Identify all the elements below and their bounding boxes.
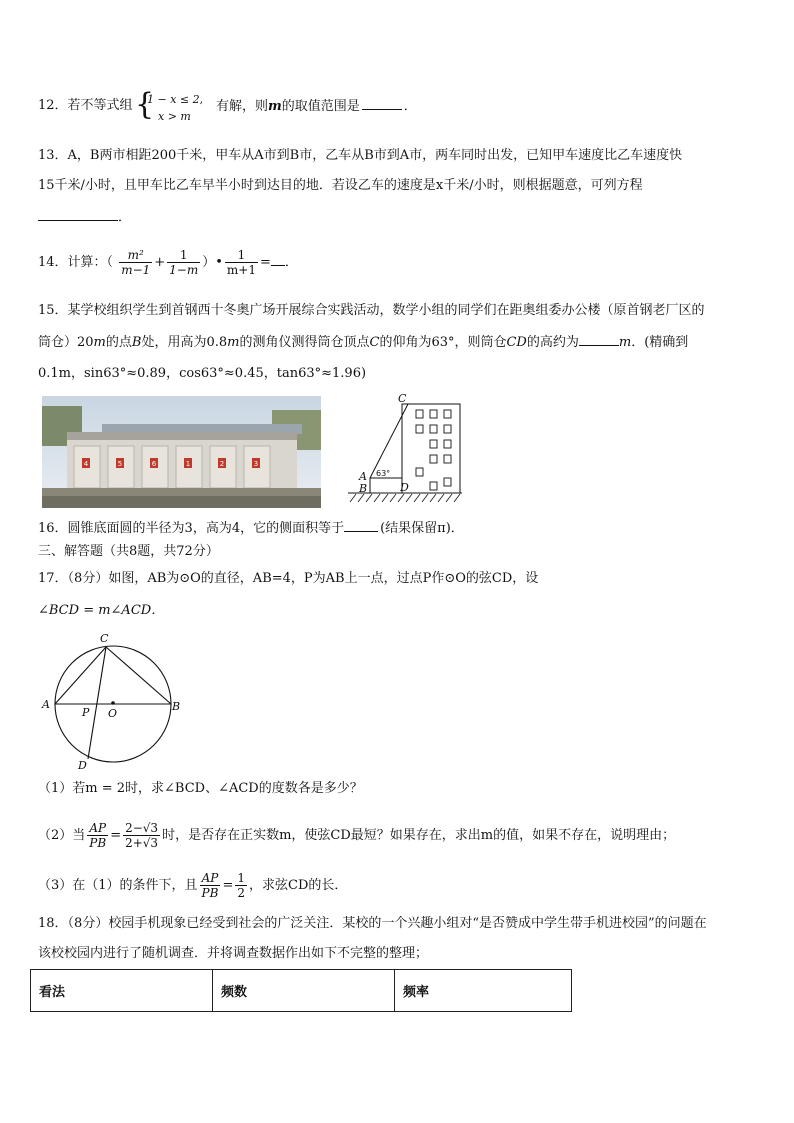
q13-end: ． (118, 210, 132, 225)
fig15-label-A: A (359, 470, 367, 483)
q14-frac3-num: 1 (225, 248, 258, 263)
q17-sub3-fl-den: PB (201, 886, 219, 900)
photo-label-6: 3 (253, 460, 259, 468)
q15-l2c: 的点 (105, 335, 132, 350)
q17-line1: 17．（8分）如图，AB为⊙O的直径，AB=4，P为AB上一点，过点P作⊙O的弦CD，设 (38, 571, 539, 586)
q17-sub3-fr-den: 2 (237, 886, 245, 900)
fig15-label-B: B (359, 482, 368, 495)
q15-line3: 0.1m，sin63°≈0.89，cos63°≈0.45，tan63°≈1.96) (38, 366, 367, 381)
fig17-label-A: A (42, 698, 50, 711)
q17-sub3-frac-left (200, 871, 221, 900)
q15-l2m: ．(精确到 (631, 335, 689, 350)
photo-label-5: 2 (219, 460, 225, 468)
q14-line (38, 245, 298, 281)
fig15-label-D: D (400, 481, 409, 494)
q13-line1: 13．A，B两市相距200千米，甲车从A市到B市，乙车从B市到A市，两车同时出发，已知甲车速度比乙车速度快 (38, 148, 683, 163)
q12-line (38, 97, 133, 115)
q17-sub3-fr-num: 1 (237, 871, 245, 885)
q17-sub3-frac-right (235, 871, 247, 900)
q13-line2: 15千米/小时，且甲车比乙车早半小时到达目的地．若设乙车的速度是x千米/小时，则根据题意，可列方程 (38, 178, 643, 193)
q14-blank (271, 253, 285, 266)
q16-end: (结果保留π)． (380, 521, 464, 536)
q12-sys-line1: 1 − 𝑥 ≤ 2, (147, 93, 204, 106)
q12-brace: { (135, 87, 155, 122)
table-header-cell: 频率 (395, 970, 572, 1012)
q17-sub2-fr-num: 2−√3 (125, 821, 159, 835)
q15-l2l: m (618, 335, 632, 350)
q12-rest (216, 97, 417, 116)
q12-sys-line2: 𝑥 > 𝑚 (158, 110, 191, 123)
q14-frac2-den: 1−m (169, 263, 199, 277)
q16-line (38, 519, 464, 538)
q15-l2h: C (369, 335, 380, 350)
q18-line1: 18．（8分）校园手机现象已经受到社会的广泛关注．某校的一个兴趣小组对“是否赞成中学生带手机进校园”的问题在 (38, 916, 707, 931)
q12-suffix2: 的取值范围是 (281, 99, 360, 114)
q15-l2k: 的高约为 (526, 335, 579, 350)
q14-plus: + (154, 255, 166, 270)
q17-sub2-frac-right (123, 821, 160, 850)
photo-label-2: 5 (117, 460, 123, 468)
q17-sub3-fl-num: AP (200, 871, 221, 886)
fig15-label-C: C (398, 392, 407, 405)
section3-heading: 三、解答题（共8题，共72分） (38, 544, 219, 559)
photo-label-1: 4 (83, 460, 89, 468)
q15-l2g: 的测角仪测得筒仓顶点 (239, 335, 370, 350)
fig17-label-O: O (108, 707, 118, 720)
table-header-cell: 频数 (213, 970, 395, 1012)
q12-prefix: 12．若不等式组 (38, 98, 133, 113)
q13-line3 (38, 208, 131, 227)
q16-blank (344, 519, 378, 532)
q17-sub2-prefix: （2）当 (38, 828, 86, 843)
fig15-angle: 63° (376, 469, 391, 478)
photo-label-4: 1 (185, 460, 191, 468)
table-header-row (31, 970, 572, 1012)
q14-prefix: 14．计算：（ (38, 255, 114, 270)
q15-l2f: m (227, 335, 240, 350)
q14-frac3-den: m+1 (226, 263, 256, 277)
q14-eq: = (260, 255, 271, 270)
q17-sub1: （1）若m = 2时，求∠BCD、∠ACD的度数各是多少？ (38, 781, 363, 796)
q12-var-m: m (268, 99, 282, 114)
q14-mid: ）• (202, 255, 223, 270)
q16-text: 16．圆锥底面圆的半径为3，高为4，它的侧面积等于 (38, 521, 345, 536)
q17-sub2: （2）当 $\frac{AP}{PB}$ = $\frac{2-√3}{2+√3}$ 时，是否存在正实数m，使弦CD最短？如果存在，求出m的值，如果不存在，说明理由； (38, 821, 676, 850)
q14-frac1-num: m² (119, 248, 152, 263)
q15-geometry-figure (340, 390, 470, 508)
q12-blank (362, 97, 402, 110)
q15-line1: 15．某学校组织学生到首钢西十冬奥广场开展综合实践活动，数学小组的同学们在距奥组委办公楼（原首钢老厂区的 (38, 303, 705, 318)
q12-suffix: 有解，则 (216, 99, 269, 114)
q14-end: ． (284, 255, 298, 270)
fig17-label-D: D (78, 759, 87, 770)
q12-end: ． (403, 99, 417, 114)
q15-building-photo (42, 396, 321, 508)
q17-sub2-fr-den: 2+√3 (125, 836, 159, 850)
q15-l2d: B (131, 335, 142, 350)
q15-line2 (38, 333, 688, 352)
q14-frac2-num: 1 (167, 248, 200, 263)
q18-line2: 该校校园内进行了随机调查．并将调查数据作出如下不完整的整理； (38, 946, 429, 961)
q17-sub2-suffix: 时，是否存在正实数m，使弦CD最短？如果存在，求出m的值，如果不存在，说明理由； (162, 828, 676, 843)
q14-frac1-den: m−1 (121, 263, 151, 277)
q17-line2: ∠BCD = m∠ACD． (38, 603, 165, 618)
q14-frac2 (167, 248, 200, 277)
q17-sub3: （3）在（1）的条件下，且 $\frac{AP}{PB}$ = $\frac{1}{2}$ ，求弦CD的长． (38, 871, 348, 900)
q15-blank (579, 333, 619, 346)
q14-frac3 (225, 248, 258, 277)
q13-blank (38, 208, 118, 221)
q15-l2e: 处，用高为0.8 (141, 335, 228, 350)
q15-l2i: 的仰角为63°，则筒仓 (379, 335, 507, 350)
q15-l2j: CD (506, 335, 527, 350)
q17-circle-figure (36, 628, 186, 770)
q17-sub2-frac-left (87, 821, 108, 850)
fig17-label-C: C (100, 632, 109, 645)
q17-sub2-fl-den: PB (89, 836, 107, 850)
q14-frac1 (119, 248, 152, 277)
q17-sub3-suffix: ，求弦CD的长． (249, 878, 348, 893)
table-header-cell: 看法 (31, 970, 213, 1012)
q18-table (30, 969, 572, 1012)
fig17-label-P: P (82, 706, 90, 719)
fig17-label-B: B (172, 700, 181, 713)
q15-l2b: m (93, 335, 106, 350)
q17-sub2-fl-num: AP (87, 821, 108, 836)
photo-label-3: 6 (151, 460, 157, 468)
q17-sub3-prefix: （3）在（1）的条件下，且 (38, 878, 198, 893)
q15-l2a: 筒仓）20 (38, 335, 94, 350)
